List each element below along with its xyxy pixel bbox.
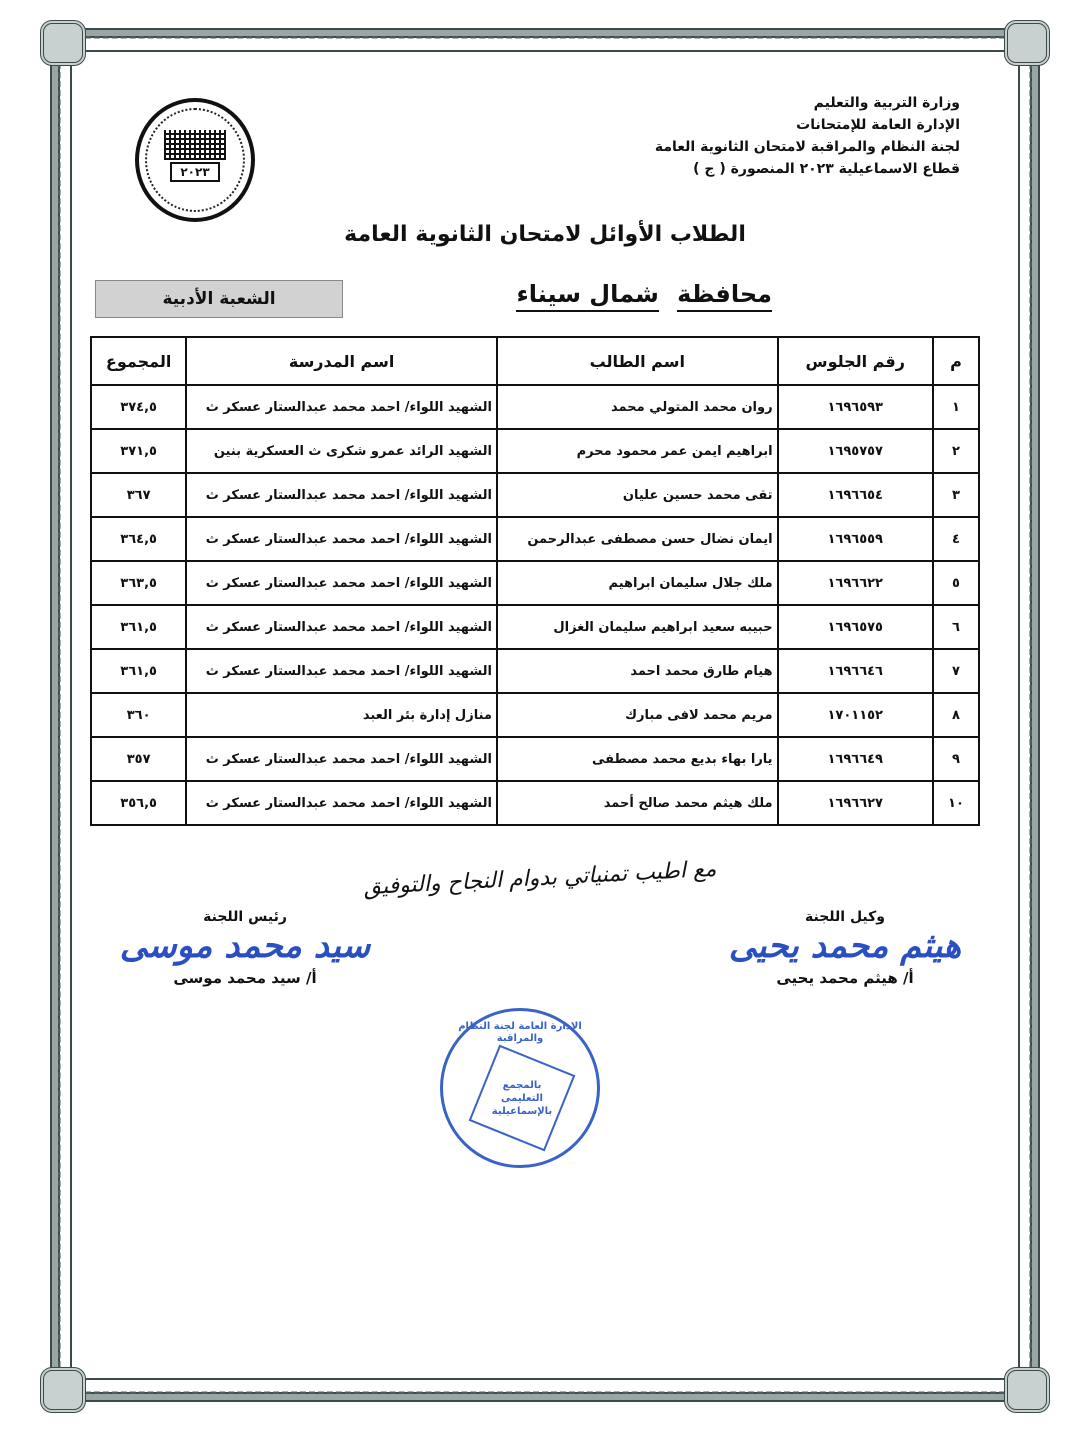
cell-number: ٦ — [933, 605, 979, 649]
stamp-center-line: بالإسماعيلية — [491, 1105, 553, 1117]
cell-total: ٣٦٤,٥ — [91, 517, 186, 561]
emblem-year: ٢٠٢٣ — [170, 162, 219, 182]
cell-student-name: ايمان نضال حسن مصطفى عبدالرحمن — [497, 517, 778, 561]
corner-ornament-icon — [1004, 1367, 1050, 1413]
cell-student-name: ابراهيم ايمن عمر محمود محرم — [497, 429, 778, 473]
cell-seat-number: ١٦٩٥٧٥٧ — [778, 429, 933, 473]
table-header-row — [91, 337, 979, 385]
header-line-department: الإدارة العامة للإمتحانات — [796, 117, 960, 133]
table-row — [91, 737, 979, 781]
table-row — [91, 385, 979, 429]
cell-student-name: هيام طارق محمد احمد — [497, 649, 778, 693]
page-title: الطلاب الأوائل لامتحان الثانوية العامة — [344, 222, 746, 247]
cell-school-name: منازل إدارة بئر العبد — [186, 693, 497, 737]
emblem-logo-icon — [135, 98, 255, 222]
cell-number: ٢ — [933, 429, 979, 473]
cell-number: ١ — [933, 385, 979, 429]
cell-school-name: الشهيد اللواء/ احمد محمد عبدالستار عسكر ث — [186, 385, 497, 429]
table-row — [91, 693, 979, 737]
signature-deputy — [700, 908, 990, 988]
corner-ornament-icon — [40, 20, 86, 66]
header-line-ministry: وزارة التربية والتعليم — [813, 95, 960, 111]
cell-school-name: الشهيد الرائد عمرو شكرى ث العسكرية بنين — [186, 429, 497, 473]
table-row — [91, 517, 979, 561]
table-row — [91, 473, 979, 517]
table-row — [91, 781, 979, 825]
signer-name: أ/ هيثم محمد يحيى — [776, 969, 914, 987]
cell-number: ٧ — [933, 649, 979, 693]
cell-seat-number: ١٦٩٦٥٥٩ — [778, 517, 933, 561]
header-line-sector: قطاع الاسماعيلية ٢٠٢٣ المنصورة ( ج ) — [693, 161, 960, 177]
cell-school-name: الشهيد اللواء/ احمد محمد عبدالستار عسكر ث — [186, 605, 497, 649]
cell-school-name: الشهيد اللواء/ احمد محمد عبدالستار عسكر ث — [186, 517, 497, 561]
cell-school-name: الشهيد اللواء/ احمد محمد عبدالستار عسكر ث — [186, 473, 497, 517]
governorate-heading — [516, 280, 772, 308]
cell-total: ٣٦٣,٥ — [91, 561, 186, 605]
header-line-committee: لجنة النظام والمراقبة لامتحان الثانوية العامة — [654, 139, 960, 155]
stamp-ring-text: الإدارة العامة لجنة النظام والمراقبة — [458, 1021, 582, 1044]
cell-seat-number: ١٦٩٦٦٤٩ — [778, 737, 933, 781]
cell-school-name: الشهيد اللواء/ احمد محمد عبدالستار عسكر ث — [186, 649, 497, 693]
cell-student-name: مريم محمد لافى مبارك — [497, 693, 778, 737]
cell-student-name: تقى محمد حسين عليان — [497, 473, 778, 517]
signature-scrawl: سيد محمد موسى — [119, 926, 371, 966]
column-header-seat: رقم الجلوس — [778, 337, 933, 385]
branch-badge: الشعبة الأدبية — [95, 280, 343, 318]
cell-number: ٥ — [933, 561, 979, 605]
column-header-student: اسم الطالب — [497, 337, 778, 385]
star-icon — [469, 1045, 576, 1152]
column-header-school: اسم المدرسة — [186, 337, 497, 385]
table-row — [91, 605, 979, 649]
cell-student-name: حبيبه سعيد ابراهيم سليمان الغزال — [497, 605, 778, 649]
cell-total: ٣٦١,٥ — [91, 649, 186, 693]
cell-student-name: ملك هيثم محمد صالح أحمد — [497, 781, 778, 825]
cell-total: ٣٧٤,٥ — [91, 385, 186, 429]
governorate-label: محافظة — [677, 280, 772, 312]
cell-total: ٣٧١,٥ — [91, 429, 186, 473]
cell-seat-number: ١٦٩٦٥٩٣ — [778, 385, 933, 429]
cell-seat-number: ١٦٩٦٦٢٧ — [778, 781, 933, 825]
stamp-center-line: التعليمى — [501, 1092, 543, 1104]
cell-total: ٣٦١,٥ — [91, 605, 186, 649]
column-header-total: المجموع — [91, 337, 186, 385]
column-header-number: م — [933, 337, 979, 385]
table-row — [91, 429, 979, 473]
cell-student-name: يارا بهاء بديع محمد مصطفى — [497, 737, 778, 781]
cell-seat-number: ١٦٩٦٦٢٢ — [778, 561, 933, 605]
table-row — [91, 561, 979, 605]
cell-number: ١٠ — [933, 781, 979, 825]
stamp-center-line: بالمجمع — [502, 1079, 542, 1091]
cell-total: ٣٦٧ — [91, 473, 186, 517]
signature-chair — [100, 908, 390, 988]
cell-student-name: ملك جلال سليمان ابراهيم — [497, 561, 778, 605]
signature-role: وكيل اللجنة — [805, 909, 885, 925]
cell-seat-number: ١٦٩٦٦٥٤ — [778, 473, 933, 517]
cell-number: ٩ — [933, 737, 979, 781]
cell-student-name: روان محمد المتولي محمد — [497, 385, 778, 429]
signature-role: رئيس اللجنة — [203, 909, 287, 925]
official-stamp-icon — [440, 1008, 600, 1168]
cell-total: ٣٦٠ — [91, 693, 186, 737]
cell-seat-number: ١٦٩٦٦٤٦ — [778, 649, 933, 693]
corner-ornament-icon — [1004, 20, 1050, 66]
signer-name: أ/ سيد محمد موسى — [173, 969, 317, 987]
cell-total: ٣٥٦,٥ — [91, 781, 186, 825]
cell-seat-number: ١٧٠١١٥٢ — [778, 693, 933, 737]
governorate-name: شمال سيناء — [516, 280, 658, 312]
cell-school-name: الشهيد اللواء/ احمد محمد عبدالستار عسكر ث — [186, 737, 497, 781]
results-table — [90, 336, 980, 826]
table-row — [91, 649, 979, 693]
corner-ornament-icon — [40, 1367, 86, 1413]
cell-seat-number: ١٦٩٦٥٧٥ — [778, 605, 933, 649]
signature-scrawl: هيثم محمد يحيى — [728, 926, 962, 966]
cell-school-name: الشهيد اللواء/ احمد محمد عبدالستار عسكر ث — [186, 561, 497, 605]
cell-number: ٣ — [933, 473, 979, 517]
cell-number: ٤ — [933, 517, 979, 561]
cell-school-name: الشهيد اللواء/ احمد محمد عبدالستار عسكر ث — [186, 781, 497, 825]
ministry-header — [655, 92, 960, 180]
congratulation-note: مع اطيب تمنياتي بدوام النجاح والتوفيق — [363, 856, 717, 901]
cell-total: ٣٥٧ — [91, 737, 186, 781]
cell-number: ٨ — [933, 693, 979, 737]
